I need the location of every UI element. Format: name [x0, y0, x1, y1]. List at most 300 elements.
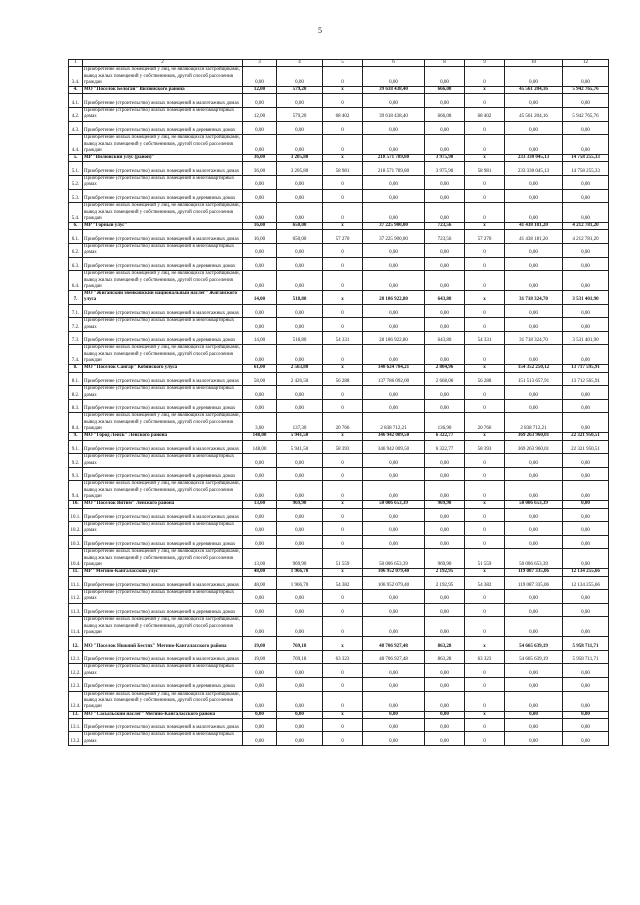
cell-area: 0,00 [277, 189, 323, 203]
cell-price-per-m2: x [323, 365, 363, 372]
table-row [69, 508, 609, 522]
cell-cost: 28 186 922,80 [363, 331, 425, 345]
cell-cost: 0,00 [363, 176, 425, 190]
cell-price-per-m2: x [323, 155, 363, 162]
cell-price-actual: 0 [465, 691, 505, 711]
cell-price-per-m2: 0 [323, 386, 363, 400]
cell-area: 3 205,80 [277, 155, 323, 162]
cell-difference: 0,00 [563, 467, 609, 481]
cell-cost-actual: 50 006 653,39 [505, 549, 563, 569]
row-number: 12.2. [69, 664, 83, 678]
cell-difference: 0,00 [563, 732, 609, 746]
cell-count: 14,00 [243, 331, 277, 345]
cell-cost-actual: 0,00 [505, 203, 563, 223]
cell-difference: 5 942 765,76 [563, 108, 609, 122]
cell-price-actual: 56 288 [465, 372, 505, 386]
row-number: 9.3. [69, 467, 83, 481]
cell-area: 0,00 [277, 386, 323, 400]
cell-price-per-m2: 0 [323, 664, 363, 678]
cell-count: 19,00 [243, 650, 277, 664]
cell-price-per-m2: 0 [323, 203, 363, 223]
row-number: 11.3. [69, 603, 83, 617]
cell-cost: 218 571 789,80 [363, 162, 425, 176]
cell-area-actual: 0,00 [425, 711, 465, 718]
cell-count: 0,00 [243, 590, 277, 604]
cell-price-per-m2: 68 402 [323, 108, 363, 122]
table-row [69, 549, 609, 569]
table-row [69, 399, 609, 413]
cell-cost-actual: 0,00 [505, 664, 563, 678]
row-number: 12.1. [69, 650, 83, 664]
cell-price-actual: 0 [465, 522, 505, 536]
table-row [69, 576, 609, 590]
cell-cost: 137 786 092,00 [363, 372, 425, 386]
cell-difference: 0,00 [563, 603, 609, 617]
row-number: 7.1. [69, 304, 83, 318]
cell-area-actual: 0,00 [425, 718, 465, 732]
table-row [69, 271, 609, 291]
cell-cost-actual: 0,00 [505, 386, 563, 400]
row-name: Приобретение (строительство) жилых помещений в малоэтажных домах [83, 372, 243, 386]
row-name: Приобретение жилых помещений у лиц, не являющихся застройщиками, вывод жилых помещений у собственников, другой способ расселения граждан [83, 549, 243, 569]
cell-difference: 14 758 255,33 [563, 162, 609, 176]
cell-area: 0,00 [277, 454, 323, 468]
cell-difference: 0,00 [563, 691, 609, 711]
cell-count: 0,00 [243, 244, 277, 258]
cell-cost-actual: 50 006 653,39 [505, 501, 563, 508]
cell-count: 0,00 [243, 94, 277, 108]
cell-count: 61,00 [243, 365, 277, 372]
cell-price-actual: 0 [465, 590, 505, 604]
cell-difference: 0,00 [563, 257, 609, 271]
cell-area: 0,00 [277, 522, 323, 536]
cell-cost: 106 952 079,40 [363, 569, 425, 576]
row-name: МР "Вилюйский улус (район)" [83, 155, 243, 162]
cell-area-actual: 0,00 [425, 189, 465, 203]
cell-difference: 0,00 [563, 318, 609, 332]
row-name: Приобретение (строительство) жилых помещений в деревянных домах [83, 603, 243, 617]
cell-cost: 0,00 [363, 399, 425, 413]
cell-price-actual: 0 [465, 304, 505, 318]
cell-price-per-m2: 0 [323, 176, 363, 190]
row-name: Приобретение (строительство) жилых помещений в многоквартирных домах [83, 590, 243, 604]
row-name: Приобретение (строительство) жилых помещений в многоквартирных домах [83, 732, 243, 746]
cell-price-actual: 0 [465, 508, 505, 522]
row-name: Приобретение жилых помещений у лиц, не являющихся застройщиками, вывод жилых помещений у собственников, другой способ расселения граждан [83, 271, 243, 291]
cell-area-actual: 0,00 [425, 271, 465, 291]
cell-difference: 0,00 [563, 549, 609, 569]
cell-price-per-m2: 0 [323, 135, 363, 155]
cell-count: 0,00 [243, 67, 277, 87]
cell-count: 0,00 [243, 399, 277, 413]
cell-count: 12,00 [243, 108, 277, 122]
cell-cost-actual: 0,00 [505, 189, 563, 203]
cell-cost: 37 225 900,00 [363, 230, 425, 244]
cell-price-per-m2: x [323, 637, 363, 651]
row-name: Приобретение жилых помещений у лиц, не являющихся застройщиками, вывод жилых помещений у собственников, другой способ расселения граждан [83, 135, 243, 155]
row-name: Приобретение (строительство) жилых помещений в многоквартирных домах [83, 386, 243, 400]
cell-count: 0,00 [243, 386, 277, 400]
cell-price-per-m2: 0 [323, 67, 363, 87]
row-name: МО "Жиганский эвенкийский национальный наслег" Жиганского улуса [83, 291, 243, 305]
cell-area: 650,00 [277, 223, 323, 230]
cell-price-per-m2: 0 [323, 678, 363, 692]
table-row [69, 176, 609, 190]
cell-price-actual: 0 [465, 257, 505, 271]
cell-difference: 0,00 [563, 304, 609, 318]
row-number: 6.4. [69, 271, 83, 291]
cell-area-actual: 0,00 [425, 244, 465, 258]
cell-area: 3 205,80 [277, 162, 323, 176]
cell-price-actual: 0 [465, 454, 505, 468]
cell-price-actual: x [465, 433, 505, 440]
cell-price-actual: x [465, 569, 505, 576]
cell-price-actual: x [465, 365, 505, 372]
row-name: Приобретение (строительство) жилых помещений в малоэтажных домах [83, 304, 243, 318]
cell-cost: 28 186 922,80 [363, 291, 425, 305]
cell-price-actual: 0 [465, 603, 505, 617]
row-number: 13. [69, 711, 83, 718]
cell-price-per-m2: 0 [323, 244, 363, 258]
table-row [69, 108, 609, 122]
cell-price-per-m2: 0 [323, 189, 363, 203]
cell-area: 2 563,80 [277, 365, 323, 372]
cell-cost-actual: 0,00 [505, 603, 563, 617]
column-number: 6 [363, 60, 425, 67]
cell-cost-actual: 0,00 [505, 94, 563, 108]
cell-cost-actual: 0,00 [505, 718, 563, 732]
table-row [69, 135, 609, 155]
cell-cost-actual: 0,00 [505, 318, 563, 332]
table-row [69, 590, 609, 604]
cell-cost-actual: 0,00 [505, 304, 563, 318]
cell-area-actual: 0,00 [425, 522, 465, 536]
cell-area-actual: 0,00 [425, 67, 465, 87]
cell-difference: 0,00 [563, 678, 609, 692]
cell-price-actual: 0 [465, 176, 505, 190]
cell-count: 0,00 [243, 467, 277, 481]
row-name: Приобретение жилых помещений у лиц, не являющихся застройщиками, вывод жилых помещений у собственников, другой способ расселения граждан [83, 617, 243, 637]
row-number: 12.4. [69, 691, 83, 711]
cell-price-per-m2: 0 [323, 603, 363, 617]
cell-cost: 0,00 [363, 691, 425, 711]
cell-cost-actual: 0,00 [505, 135, 563, 155]
row-name: МО "Поселок Нижний Бестях" Мегино-Кангаласского района [83, 637, 243, 651]
cell-price-actual: 0 [465, 135, 505, 155]
cell-area: 0,00 [277, 304, 323, 318]
row-name: МО "Поселок Витим" Ленского района [83, 501, 243, 508]
cell-price-actual: 54 331 [465, 331, 505, 345]
cell-area-actual: 0,00 [425, 203, 465, 223]
cell-count: 0,00 [243, 257, 277, 271]
cell-cost-actual: 0,00 [505, 467, 563, 481]
cell-price-per-m2: 57 270 [323, 230, 363, 244]
cell-area-actual: 0,00 [425, 94, 465, 108]
cell-price-per-m2: 0 [323, 508, 363, 522]
cell-area-actual: 666,08 [425, 108, 465, 122]
cell-difference: 4 212 781,20 [563, 230, 609, 244]
table-row [69, 189, 609, 203]
cell-difference: 14 758 255,33 [563, 155, 609, 162]
row-name: Приобретение (строительство) жилых помещений в малоэтажных домах [83, 94, 243, 108]
cell-cost-actual: 119 087 335,06 [505, 576, 563, 590]
table-row [69, 67, 609, 87]
cell-area-actual: 2 668,06 [425, 372, 465, 386]
cell-price-actual: 0 [465, 318, 505, 332]
cell-price-actual: 0 [465, 617, 505, 637]
column-number: 12 [563, 60, 609, 67]
cell-area: 0,00 [277, 711, 323, 718]
cell-area-actual: 863,28 [425, 637, 465, 651]
row-name: Приобретение (строительство) жилых помещений в деревянных домах [83, 121, 243, 135]
cell-price-actual: x [465, 711, 505, 718]
cell-area: 0,00 [277, 664, 323, 678]
row-number: 4.3. [69, 121, 83, 135]
cell-count: 0,00 [243, 711, 277, 718]
cell-area-actual: 3 975,90 [425, 155, 465, 162]
row-number: 9. [69, 433, 83, 440]
row-number: 5.1. [69, 162, 83, 176]
table-row [69, 732, 609, 746]
cell-count: 48,00 [243, 569, 277, 576]
row-name: МО "Город Ленск" Ленского района [83, 433, 243, 440]
cell-area-actual: 0,00 [425, 691, 465, 711]
cell-difference: 12 134 255,66 [563, 569, 609, 576]
row-name: Приобретение жилых помещений у лиц, не являющихся застройщиками, вывод жилых помещений у собственников, другой способ расселения граждан [83, 203, 243, 223]
cell-count: 3,00 [243, 413, 277, 433]
cell-difference: 0,00 [563, 718, 609, 732]
cell-cost: 140 624 704,21 [363, 365, 425, 372]
cell-price-per-m2: 0 [323, 399, 363, 413]
row-number: 13.1. [69, 718, 83, 732]
cell-difference: 0,00 [563, 189, 609, 203]
cell-area: 0,00 [277, 67, 323, 87]
table-row [69, 522, 609, 536]
cell-area: 0,00 [277, 617, 323, 637]
row-number: 10.3. [69, 535, 83, 549]
cell-cost: 346 942 009,50 [363, 433, 425, 440]
row-number: 9.1. [69, 440, 83, 454]
cell-cost-actual: 45 561 204,16 [505, 87, 563, 94]
cell-cost-actual: 2 838 712,21 [505, 413, 563, 433]
row-number: 12. [69, 637, 83, 651]
cell-area-actual: 6 322,77 [425, 440, 465, 454]
cell-price-actual: 20 766 [465, 413, 505, 433]
cell-area: 5 941,50 [277, 440, 323, 454]
cell-cost: 0,00 [363, 271, 425, 291]
cell-difference: 5 958 711,71 [563, 637, 609, 651]
row-number: 5.2. [69, 176, 83, 190]
cell-cost-actual: 0,00 [505, 732, 563, 746]
cell-count: 0,00 [243, 121, 277, 135]
cell-price-actual: 0 [465, 481, 505, 501]
cell-area: 0,00 [277, 603, 323, 617]
row-number: 8.3. [69, 399, 83, 413]
row-name: Приобретение (строительство) жилых помещений в многоквартирных домах [83, 318, 243, 332]
row-number: 8.1. [69, 372, 83, 386]
row-number: 9.2. [69, 454, 83, 468]
row-name: Приобретение (строительство) жилых помещений в многоквартирных домах [83, 522, 243, 536]
cell-count: 0,00 [243, 203, 277, 223]
table-row [69, 304, 609, 318]
page-number: 5 [318, 26, 322, 35]
row-number: 7. [69, 291, 83, 305]
cell-area-actual: 0,00 [425, 617, 465, 637]
row-name: Приобретение (строительство) жилых помещений в деревянных домах [83, 189, 243, 203]
cell-cost: 346 942 009,50 [363, 440, 425, 454]
cell-area: 969,90 [277, 501, 323, 508]
cell-price-per-m2: 0 [323, 318, 363, 332]
cell-area: 0,00 [277, 481, 323, 501]
cell-price-per-m2: 0 [323, 454, 363, 468]
cell-cost-actual: 0,00 [505, 121, 563, 135]
cell-area: 2 426,50 [277, 372, 323, 386]
cell-area-actual: 0,00 [425, 467, 465, 481]
cell-cost-actual: 0,00 [505, 67, 563, 87]
row-number: 7.2. [69, 318, 83, 332]
cell-count: 36,00 [243, 162, 277, 176]
cell-area: 0,00 [277, 244, 323, 258]
cell-cost-actual: 0,00 [505, 345, 563, 365]
cell-area: 0,00 [277, 94, 323, 108]
cell-difference: 0,00 [563, 664, 609, 678]
cell-price-actual: 58 981 [465, 162, 505, 176]
cell-count: 148,00 [243, 440, 277, 454]
cell-cost-actual: 0,00 [505, 454, 563, 468]
cell-area: 0,00 [277, 691, 323, 711]
cell-count: 0,00 [243, 454, 277, 468]
cell-price-actual: 58 393 [465, 440, 505, 454]
cell-area: 0,00 [277, 121, 323, 135]
cell-price-per-m2: x [323, 433, 363, 440]
table-row [69, 365, 609, 372]
cell-cost-actual: 369 263 960,01 [505, 433, 563, 440]
cell-cost-actual: 0,00 [505, 711, 563, 718]
cell-price-per-m2: 0 [323, 718, 363, 732]
cell-cost: 0,00 [363, 345, 425, 365]
table-row [69, 345, 609, 365]
cell-area-actual: 969,90 [425, 549, 465, 569]
row-number: 3.4. [69, 67, 83, 87]
cell-difference: 0,00 [563, 590, 609, 604]
row-name: Приобретение жилых помещений у лиц, не являющихся застройщиками, вывод жилых помещений у собственников, другой способ расселения граждан [83, 413, 243, 433]
row-number: 11.1. [69, 576, 83, 590]
cell-cost-actual: 0,00 [505, 508, 563, 522]
cell-cost: 0,00 [363, 454, 425, 468]
cell-count: 0,00 [243, 304, 277, 318]
cell-area-actual: 666,08 [425, 87, 465, 94]
cell-difference: 0,00 [563, 135, 609, 155]
cell-area-actual: 0,00 [425, 386, 465, 400]
cell-price-actual: 54 382 [465, 576, 505, 590]
cell-cost-actual: 233 330 045,13 [505, 162, 563, 176]
cell-cost: 50 006 653,39 [363, 549, 425, 569]
row-number: 10.4. [69, 549, 83, 569]
cell-area-actual: 136,90 [425, 413, 465, 433]
cell-price-actual: x [465, 291, 505, 305]
cell-cost: 0,00 [363, 617, 425, 637]
table-row [69, 372, 609, 386]
row-name: Приобретение (строительство) жилых помещений в малоэтажных домах [83, 162, 243, 176]
row-number: 4.4. [69, 135, 83, 155]
cell-area: 1 966,70 [277, 569, 323, 576]
cell-count: 0,00 [243, 271, 277, 291]
row-number: 4. [69, 87, 83, 94]
row-number: 6.2. [69, 244, 83, 258]
table-row [69, 291, 609, 305]
cell-area-actual: 3 975,90 [425, 162, 465, 176]
cell-price-per-m2: 0 [323, 467, 363, 481]
table-row [69, 433, 609, 440]
cell-cost-actual: 0,00 [505, 176, 563, 190]
cell-cost-actual: 0,00 [505, 271, 563, 291]
cell-area-actual: 863,28 [425, 650, 465, 664]
cell-price-actual: 63 323 [465, 650, 505, 664]
row-name: Приобретение (строительство) жилых помещений в малоэтажных домах [83, 576, 243, 590]
cell-price-per-m2: 54 331 [323, 331, 363, 345]
row-name: МР "Мегино-Кангаласский улус" [83, 569, 243, 576]
cell-cost: 0,00 [363, 508, 425, 522]
cell-price-per-m2: 0 [323, 617, 363, 637]
table-row [69, 121, 609, 135]
cell-difference: 5 942 765,76 [563, 87, 609, 94]
cell-area-actual: 2 192,95 [425, 569, 465, 576]
cell-cost: 106 952 079,40 [363, 576, 425, 590]
row-number: 7.3. [69, 331, 83, 345]
cell-count: 16,00 [243, 230, 277, 244]
cell-count: 0,00 [243, 135, 277, 155]
cell-difference: 5 958 711,71 [563, 650, 609, 664]
cell-area-actual: 0,00 [425, 345, 465, 365]
row-name: Приобретение (строительство) жилых помещений в деревянных домах [83, 399, 243, 413]
cell-cost-actual: 119 087 335,06 [505, 569, 563, 576]
cell-price-per-m2: x [323, 223, 363, 230]
cell-area-actual: 0,00 [425, 135, 465, 155]
cell-area-actual: 0,00 [425, 176, 465, 190]
cell-price-actual: 0 [465, 386, 505, 400]
cell-area: 0,00 [277, 678, 323, 692]
cell-price-actual: 0 [465, 678, 505, 692]
cell-cost: 37 225 900,00 [363, 223, 425, 230]
cell-area-actual: 0,00 [425, 508, 465, 522]
cell-price-per-m2: 0 [323, 522, 363, 536]
row-name: Приобретение (строительство) жилых помещений в деревянных домах [83, 257, 243, 271]
cell-cost-actual: 31 718 324,70 [505, 331, 563, 345]
table-row [69, 467, 609, 481]
cell-price-per-m2: 51 559 [323, 549, 363, 569]
cell-cost: 0,00 [363, 94, 425, 108]
cell-price-actual: x [465, 501, 505, 508]
cell-cost-actual: 0,00 [505, 257, 563, 271]
row-name: Приобретение жилых помещений у лиц, не являющихся застройщиками, вывод жилых помещений у собственников, другой способ расселения граждан [83, 481, 243, 501]
cell-difference: 22 321 950,51 [563, 440, 609, 454]
cell-cost: 0,00 [363, 257, 425, 271]
cell-cost: 50 006 653,39 [363, 501, 425, 508]
table-row [69, 203, 609, 223]
cell-difference: 0,00 [563, 386, 609, 400]
cell-cost: 0,00 [363, 467, 425, 481]
cell-cost-actual: 154 352 250,12 [505, 365, 563, 372]
table-row [69, 691, 609, 711]
cell-difference: 0,00 [563, 345, 609, 365]
cell-difference: 0,00 [563, 501, 609, 508]
cell-cost-actual: 0,00 [505, 678, 563, 692]
row-number: 10. [69, 501, 83, 508]
cell-area-actual: 0,00 [425, 318, 465, 332]
cell-price-actual: 51 559 [465, 549, 505, 569]
cell-area-actual: 0,00 [425, 535, 465, 549]
cell-area-actual: 0,00 [425, 603, 465, 617]
